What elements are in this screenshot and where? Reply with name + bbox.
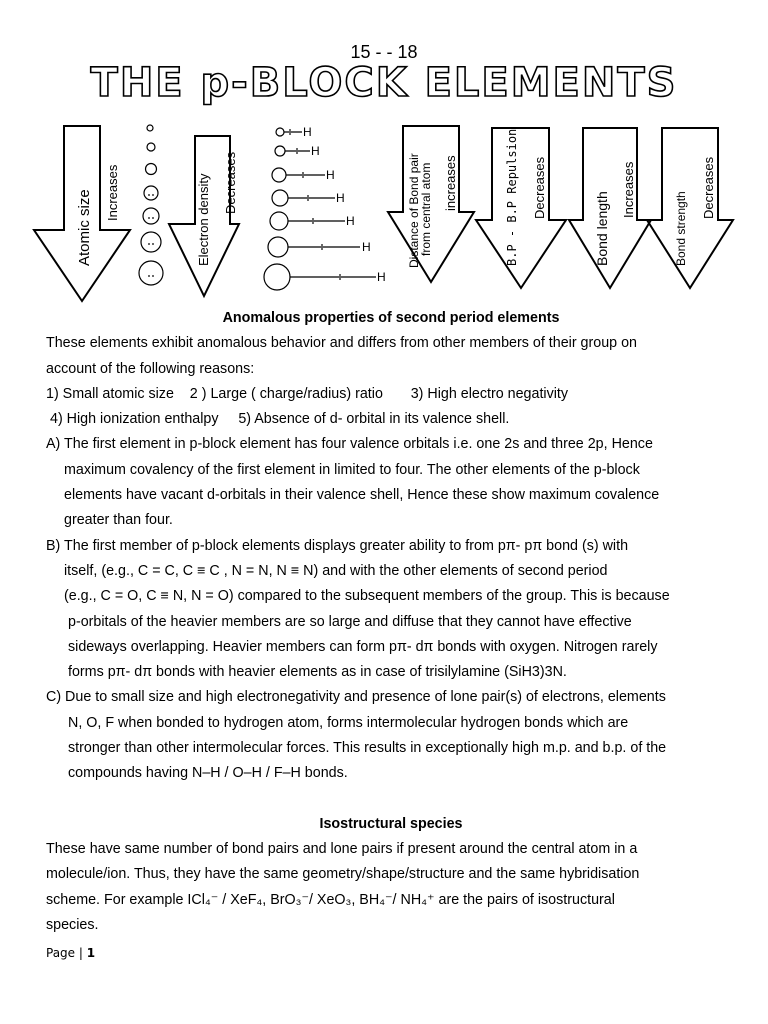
reasons-line: 1) Small atomic size 2 ) Large ( charge/radius) ratio 3) High electro negativity bbox=[46, 385, 569, 402]
point-c: compounds having N–H / O–H / F–H bonds. bbox=[68, 765, 348, 782]
svg-text:H: H bbox=[362, 240, 371, 254]
paragraph-line: scheme. For example ICl₄⁻ / XeF₄, BrO₃⁻/ XeO₃, BH₄⁻/ NH₄⁺ are the pairs of isostructural bbox=[46, 891, 615, 908]
bp-repulsion-arrow bbox=[476, 128, 566, 288]
point-c: stronger than other intermolecular forces. This results in exceptionally high m.p. and b.p. of the bbox=[68, 740, 667, 757]
trend-figure bbox=[0, 116, 768, 306]
bond-distance-label-1: Distance of Bond pair bbox=[407, 153, 421, 268]
anomalous-heading: Anomalous properties of second period elements bbox=[222, 310, 560, 326]
page-footer bbox=[46, 946, 95, 960]
bond-length-trend: Increases bbox=[621, 161, 636, 218]
electron-density-label: Electron density bbox=[196, 173, 211, 266]
page-number: 1 bbox=[86, 946, 96, 960]
bond-distance-label-2: from central atom bbox=[419, 162, 433, 256]
paragraph-line: These have same number of bond pairs and lone pairs if present around the central atom in a bbox=[46, 840, 638, 857]
point-a: maximum covalency of the first element in limited to four. The other elements of the p-block bbox=[64, 461, 640, 478]
page-label: Page bbox=[46, 946, 76, 960]
svg-text:H: H bbox=[303, 125, 312, 139]
point-a: elements have vacant d-orbitals in their valence shell, Hence these show maximum covalence bbox=[64, 487, 660, 504]
svg-text:H: H bbox=[326, 168, 335, 182]
isostructural-heading: Isostructural species bbox=[319, 815, 463, 832]
bond-strength-label: Bond strength bbox=[674, 191, 688, 266]
bp-repulsion-label: B.P - B.P Repulsion bbox=[505, 128, 519, 266]
point-b: (e.g., C = O, C ≡ N, N = O) compared to the subsequent members of the group. This is because bbox=[64, 588, 670, 605]
atomic-size-label: Atomic size bbox=[76, 189, 93, 266]
paragraph-line: account of the following reasons: bbox=[46, 360, 255, 377]
svg-text:H: H bbox=[311, 144, 320, 158]
page-separator: | bbox=[78, 946, 83, 960]
bond-distance-trend: increases bbox=[443, 155, 458, 211]
bond-length-label: Bond length bbox=[594, 191, 610, 266]
document-body bbox=[46, 306, 736, 938]
point-c: C) Due to small size and high electronegativity and presence of lone pair(s) of electrons, elements bbox=[46, 689, 666, 706]
paragraph-line: species. bbox=[46, 916, 99, 933]
bond-distance-arrow bbox=[388, 126, 474, 282]
reasons-line: 4) High ionization enthalpy 5) Absence of d- orbital in its valence shell. bbox=[50, 411, 510, 428]
atomic-size-trend: Increases bbox=[105, 164, 120, 221]
point-a: A) The first element in p-block element has four valence orbitals i.e. one 2s and three 2p, Hence bbox=[46, 436, 653, 453]
atomic-size-arrow bbox=[34, 126, 130, 301]
electron-density-arrow bbox=[169, 136, 239, 296]
point-b: forms pπ- dπ bonds with heavier elements as in case of trisilylamine (SiH3)3N. bbox=[68, 664, 567, 681]
bond-length-arrow bbox=[569, 128, 651, 288]
bond-strength-arrow bbox=[647, 128, 733, 288]
point-b: itself, (e.g., C = C, C ≡ C , N = N, N ≡ N) and with the other elements of second period bbox=[64, 562, 608, 579]
svg-text:H: H bbox=[346, 214, 355, 228]
paragraph-line: These elements exhibit anomalous behavior and differs from other members of their group on bbox=[46, 335, 637, 352]
atom-circles bbox=[139, 125, 163, 285]
svg-text:H: H bbox=[336, 191, 345, 205]
point-b: p-orbitals of the heavier members are so large and diffuse that they cannot have effective bbox=[68, 613, 632, 630]
page-code: 15 - - 18 bbox=[350, 42, 418, 62]
electron-density-trend: Decreases bbox=[223, 151, 238, 214]
svg-text:H: H bbox=[377, 270, 386, 284]
point-b: B) The first member of p-block elements displays greater ability to from pπ- pπ bond (s) with bbox=[46, 537, 629, 554]
point-b: sideways overlapping. Heavier members can form pπ- dπ bonds with oxygen. Nitrogen rarely bbox=[68, 638, 658, 655]
bond-diagrams bbox=[264, 125, 386, 290]
point-c: N, O, F when bonded to hydrogen atom, forms intermolecular hydrogen bonds which are bbox=[68, 714, 629, 731]
bp-repulsion-trend: Decreases bbox=[532, 156, 547, 219]
bond-strength-trend: Decreases bbox=[701, 156, 716, 219]
page-title: THE p-BLOCK ELEMENTS bbox=[90, 60, 678, 106]
paragraph-line: molecule/ion. Thus, they have the same geometry/shape/structure and the same hybridisation bbox=[46, 866, 640, 883]
point-a: greater than four. bbox=[64, 512, 173, 529]
